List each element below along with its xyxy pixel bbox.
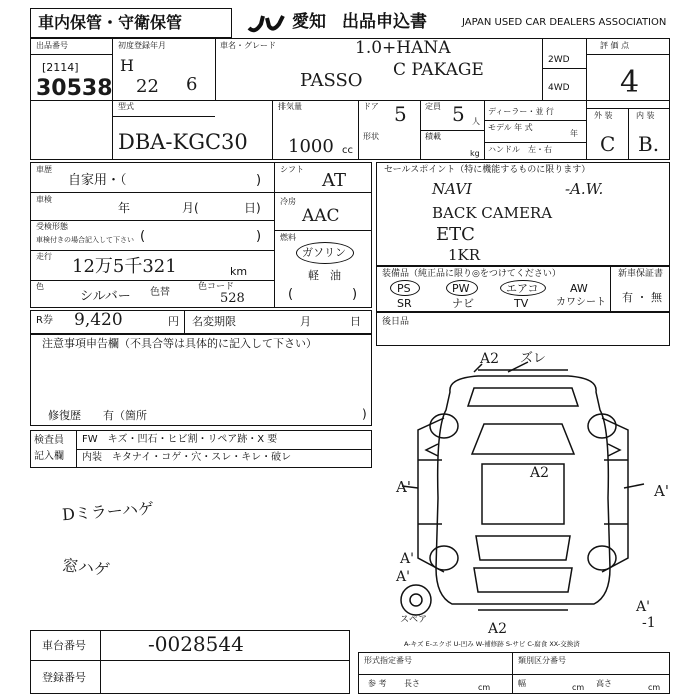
history-value: 自家用・（ — [68, 173, 127, 188]
km-unit: km — [230, 265, 248, 278]
entry-column-label: 記入欄 — [34, 451, 64, 462]
color-change-label: 色替 — [150, 287, 170, 298]
length-unit: cm — [478, 683, 491, 692]
capacity-value: 5 — [452, 102, 465, 126]
inspector-label: 検査員 — [34, 435, 64, 446]
load-label: 積載 — [425, 132, 441, 141]
reg-no-label: 登録番号 — [42, 671, 86, 684]
mark-left-a1: A' — [396, 478, 411, 496]
displacement-value: 1000 — [288, 136, 334, 157]
two-wd: 2WD — [548, 55, 570, 65]
fuel-open: ( — [288, 287, 294, 302]
color-label: 色 — [36, 282, 44, 291]
recycle-yen: 円 — [168, 315, 179, 328]
cc-unit: cc — [342, 145, 353, 156]
org-name: 愛知 — [292, 12, 326, 32]
insp-month: 月( — [182, 201, 199, 215]
color-code-value: 528 — [220, 291, 245, 306]
doors-label: ドア — [363, 102, 379, 111]
after-day-label: 後日品 — [382, 317, 410, 327]
recycle-label: R券 — [36, 315, 53, 326]
shape-label: 形状 — [363, 132, 379, 141]
grade: 1.0+HANA — [355, 38, 451, 58]
eq-aw: AW — [570, 282, 588, 295]
model-year-label: モデル 年 式 — [488, 123, 533, 132]
width-unit: cm — [572, 683, 585, 692]
new-warranty-label: 新車保証書 — [618, 269, 664, 279]
eq-ac: エアコ — [506, 282, 539, 295]
four-wd: 4WD — [548, 83, 570, 93]
receipt-label: 受検形態 — [36, 222, 68, 231]
cooling-value: AAC — [302, 206, 340, 226]
dealer-label: ディーラー・並 行 — [488, 107, 554, 116]
type-value: DBA-KGC30 — [118, 130, 248, 154]
marks-row-2: 内装 キタナイ・コゲ・穴・スレ・キレ・破レ — [82, 452, 292, 463]
sales-point-aw: -A.W. — [565, 180, 604, 198]
shift-value: AT — [322, 170, 347, 191]
mark-roof-dent: ズレ — [520, 351, 547, 366]
storage-label: 車内保管・守衛保管 — [38, 13, 183, 32]
doors-value: 5 — [394, 102, 407, 126]
package: C PAKAGE — [393, 60, 484, 80]
capacity-unit: 人 — [472, 117, 480, 126]
fuel-label: 燃料 — [280, 233, 296, 242]
mark-bottom-a2: A2 — [488, 621, 508, 637]
eq-tv: TV — [514, 297, 529, 310]
form-no-label: 形式指定番号 — [364, 656, 412, 665]
repair-history-close: ) — [362, 407, 367, 421]
receipt-note: 車検付きの場合記入して下さい — [36, 236, 134, 244]
mark-rear-left-a1: A' — [400, 551, 414, 567]
sales-point-navi: NAVI — [432, 180, 472, 198]
insp-year: 年 — [118, 201, 131, 215]
mark-center-a2: A2 — [530, 465, 550, 481]
color-code-label: 色コード — [198, 282, 235, 292]
length-label: 長さ — [404, 679, 420, 688]
handwritten-note-1: Dミラーハゲ — [61, 498, 155, 525]
interior-grade: B. — [638, 132, 660, 156]
eq-sheet: カワシート — [556, 297, 606, 308]
mark-rear-left-a1-2: A' — [396, 569, 410, 585]
exterior-label: 外 装 — [594, 111, 613, 120]
eq-sr: SR — [397, 297, 412, 310]
chassis-no-value: -0028544 — [148, 632, 244, 656]
fuel-gasoline: ガソリン — [302, 246, 346, 259]
eq-pw: PW — [452, 282, 470, 295]
shift-label: シフト — [280, 165, 304, 174]
fuel-close: ) — [352, 287, 358, 302]
name-change-label: 名変期限 — [192, 315, 236, 328]
reg-month: 6 — [186, 74, 198, 95]
capacity-label: 定員 — [425, 102, 441, 111]
handwritten-note-2: 窓ハゲ — [61, 555, 111, 580]
color-value: シルバー — [80, 289, 131, 304]
lot-box: [2114] — [42, 61, 79, 74]
mileage-label: 走行 — [36, 252, 52, 261]
sales-point-camera: BACK CAMERA — [432, 204, 553, 222]
interior-label: 内 装 — [636, 111, 655, 120]
score: 4 — [620, 65, 640, 100]
height-label: 高さ — [596, 679, 612, 688]
height-unit: cm — [648, 683, 661, 692]
notes-label: 注意事項申告欄（不具合等は具体的に記入して下さい） — [42, 337, 317, 350]
lot-no-label: 出品番号 — [36, 41, 68, 50]
year-unit: 年 — [570, 129, 578, 138]
ju-logo — [245, 12, 289, 34]
mark-bottom-right-a1-2: -1 — [642, 615, 656, 631]
form-title: 出品申込書 — [342, 12, 427, 32]
sales-point-label: セールスポイント（特に機能するものに限ります） — [384, 165, 591, 175]
name-change-day: 日 — [350, 315, 361, 328]
mark-bottom-right-a1: A' — [636, 599, 650, 615]
era: H — [120, 56, 134, 75]
recycle-value: 9,420 — [74, 310, 123, 330]
car-name: PASSO — [300, 70, 363, 91]
type-label: 型式 — [118, 102, 134, 111]
english-title: JAPAN USED CAR DEALERS ASSOCIATION — [462, 17, 667, 28]
exterior-grade: C — [600, 132, 616, 156]
mark-roof-a2: A2 — [480, 351, 500, 367]
inspection-label: 車検 — [36, 195, 52, 204]
equipment-label: 装備品（純正品に限り◎をつけてください） — [382, 269, 561, 279]
handle-label: ハンドル 左・右 — [488, 145, 552, 154]
rating-label: 評 価 点 — [600, 41, 630, 50]
fuel-diesel: 軽 油 — [308, 269, 341, 282]
name-change-month: 月 — [300, 315, 311, 328]
model-grade-label: 車名・グレード — [220, 41, 276, 50]
after-day-box — [376, 312, 670, 346]
displacement-label: 排気量 — [278, 102, 302, 111]
cooling-label: 冷房 — [280, 197, 296, 206]
eq-navi: ナビ — [452, 297, 474, 310]
mileage-value: 12万5千321 — [72, 256, 177, 277]
repair-history-label: 修復歴 有（箇所 — [48, 409, 147, 422]
eq-ps: PS — [397, 282, 411, 295]
damage-legend: A-キズ E-エクボ U-凹み W-補修跡 S-サビ C-腐食 XX-交換済 — [404, 640, 580, 648]
has-none-label: 有 ・ 無 — [622, 291, 662, 304]
width-label: 幅 — [518, 679, 526, 688]
mark-right-a1: A' — [654, 482, 669, 500]
receipt-open: ( — [140, 229, 146, 244]
sales-point-etc: ETC — [436, 224, 475, 245]
chassis-no-label: 車台番号 — [42, 639, 86, 652]
first-reg-label: 初度登録年月 — [118, 41, 166, 50]
marks-row-1: FW キズ・凹石・ヒビ割・リペア跡・X 要 — [82, 434, 278, 445]
history-close: ) — [256, 173, 262, 188]
lot-number: 30538 — [36, 76, 113, 101]
insp-day: 日) — [244, 201, 261, 215]
sales-point-engine: 1KR — [448, 246, 481, 264]
car-damage-diagram — [378, 348, 668, 648]
spare-label: スペア — [400, 615, 428, 625]
kg-unit: kg — [470, 149, 480, 158]
history-label: 車歴 — [36, 165, 52, 174]
class-no-label: 類別区分番号 — [518, 656, 566, 665]
receipt-close: ) — [256, 229, 262, 244]
reg-year: 22 — [136, 76, 159, 97]
ref-label: 参 考 — [368, 679, 387, 688]
